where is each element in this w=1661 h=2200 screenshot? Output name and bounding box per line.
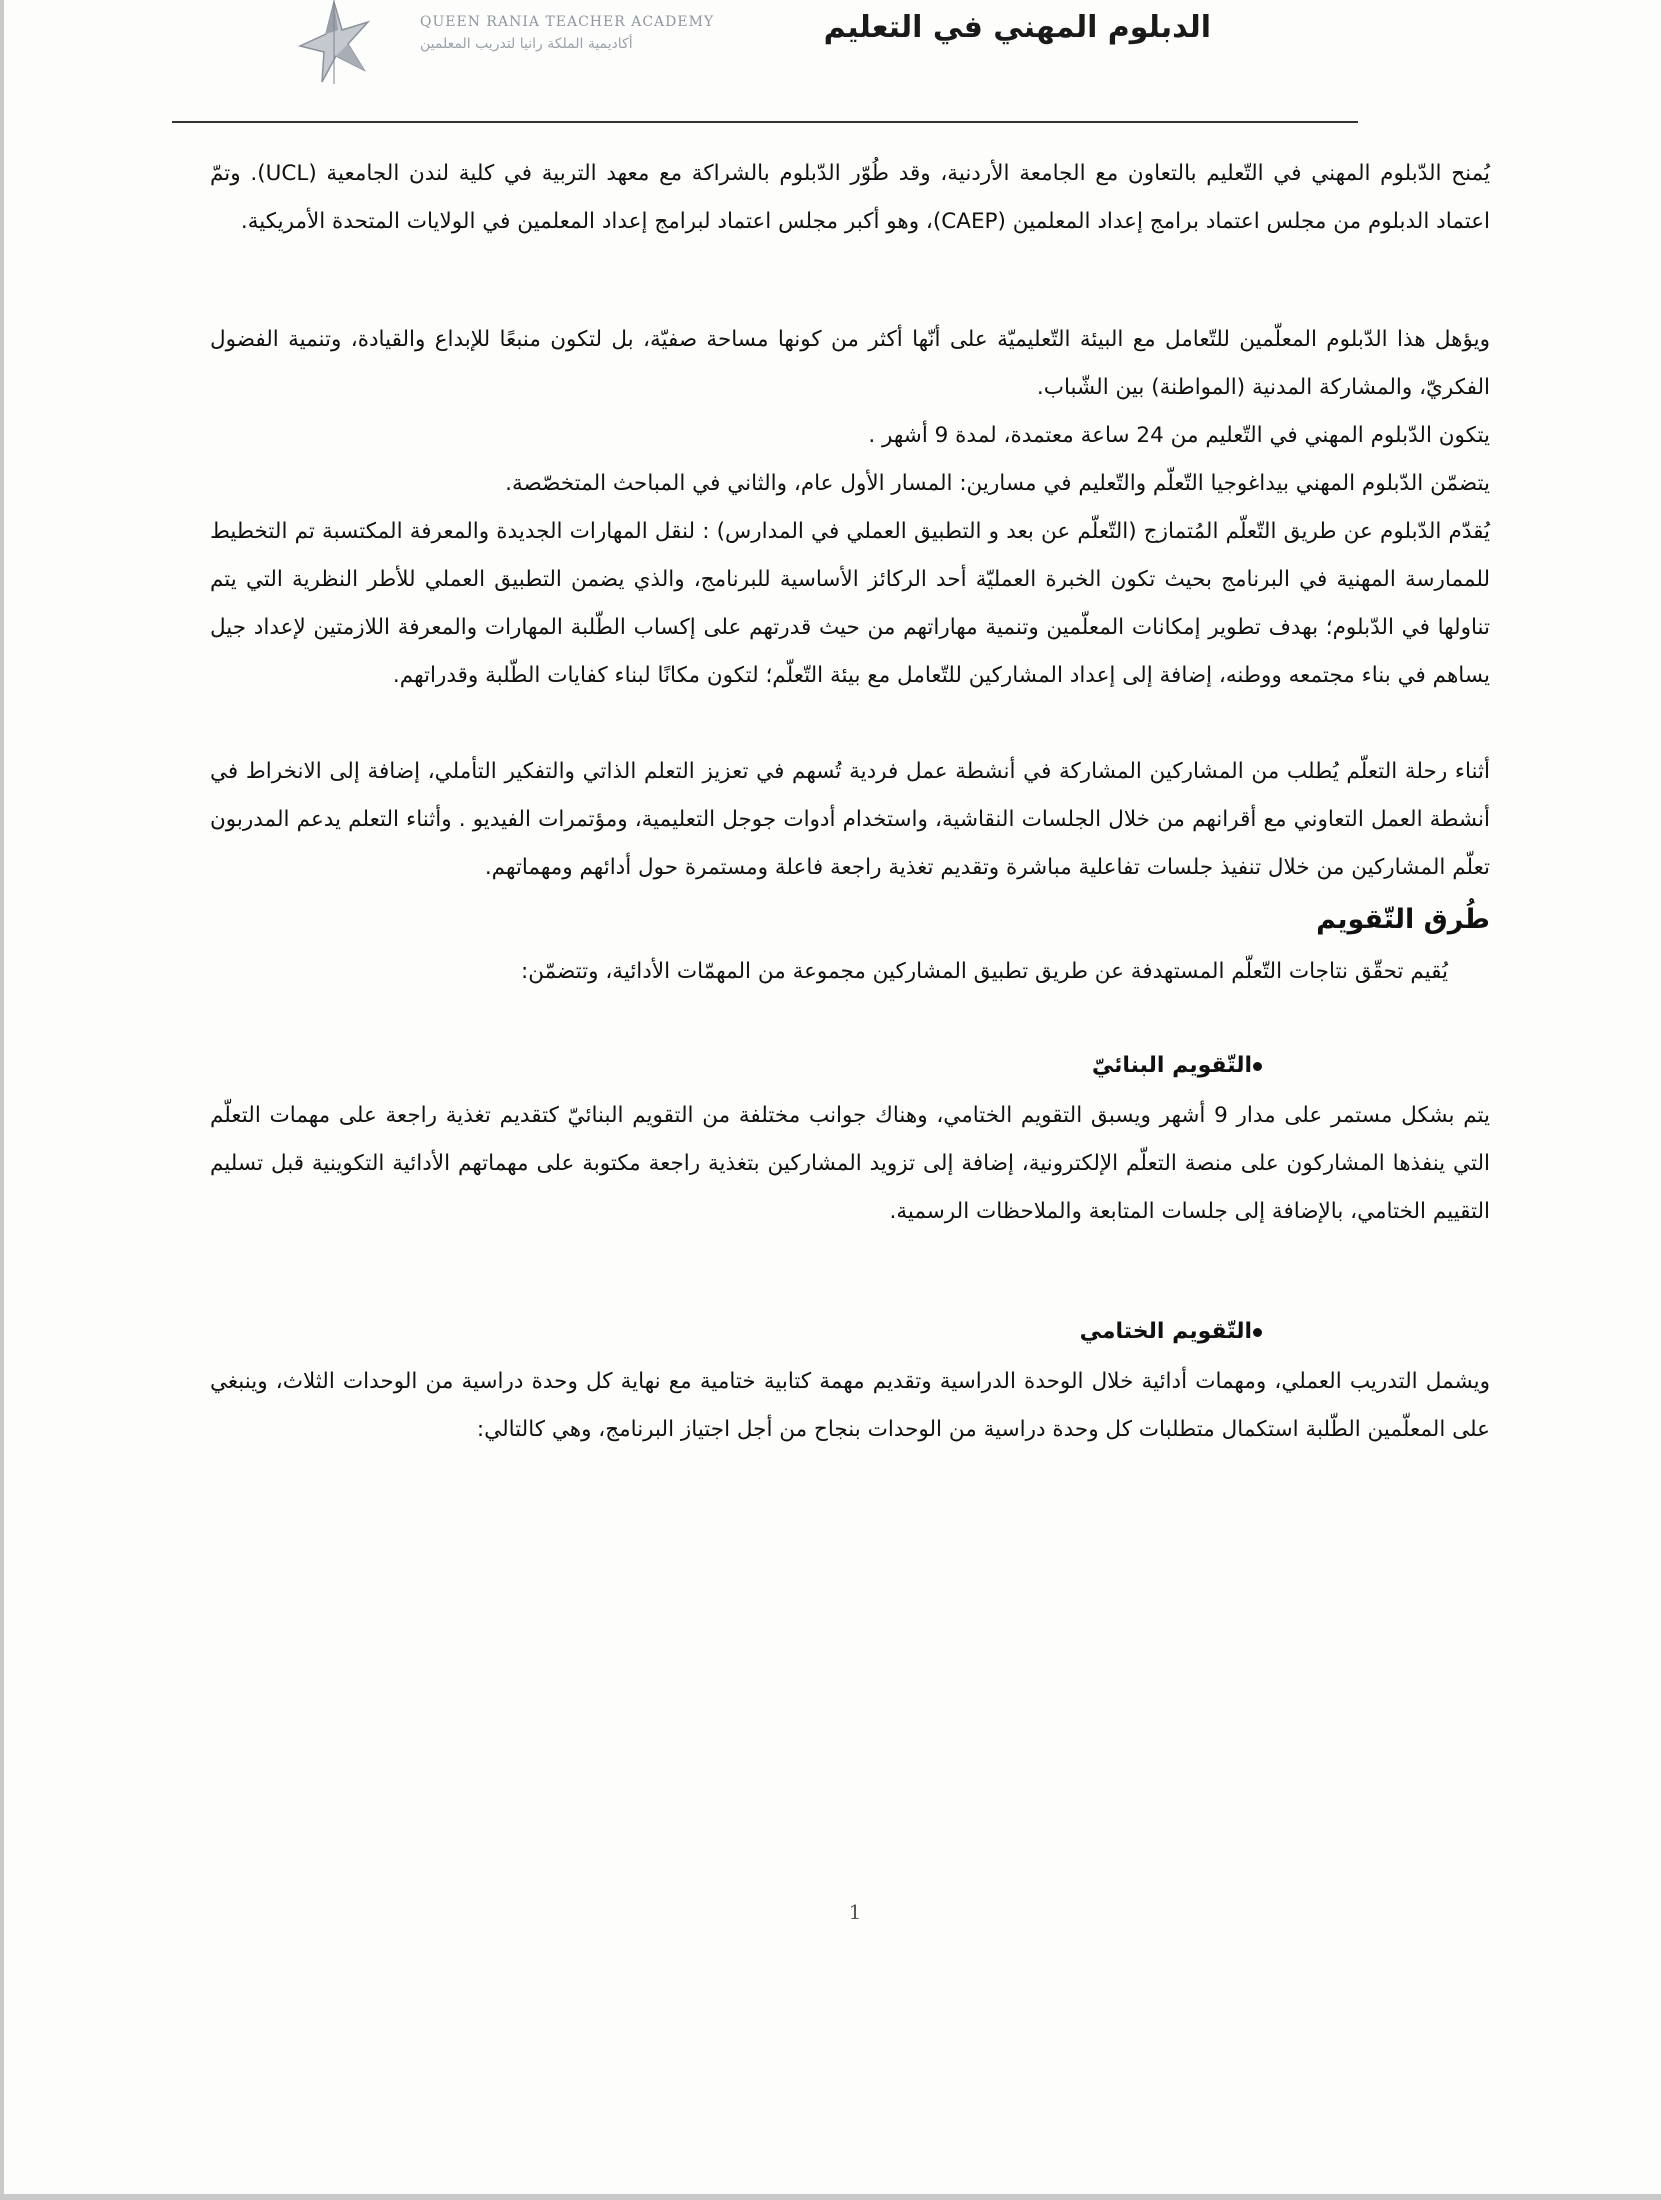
academy-name-english: QUEEN RANIA TEACHER ACADEMY bbox=[420, 14, 715, 30]
section-heading-assessment: طُرق التّقويم bbox=[1316, 904, 1490, 935]
formative-assessment-heading bbox=[210, 1040, 1490, 1092]
page-number: 1 bbox=[848, 1900, 862, 1924]
scan-border bbox=[0, 0, 4, 2200]
paragraph-spacer bbox=[210, 700, 1490, 748]
summative-assessment-heading bbox=[210, 1306, 1490, 1358]
paragraph-learning-journey: أثناء رحلة التعلّم يُطلب من المشاركين المشاركة في أنشطة عمل فردية تُسهم في تعزيز التعلم الذاتي والتفكير التأملي، إضافة إلى الانخراط في أنشطة العمل التعاوني مع أقرانهم من خلال الجلسات النقاشية، واستخدام أدوات جوجل التعليمية، ومؤتمرات الفيديو . وأثناء التعلم يدعم المدربون تعلّم المشاركين من خلال تنفيذ جلسات تفاعلية مباشرة وتقديم تغذية راجعة فاعلة ومستمرة حول أدائهم ومهماتهم. bbox=[210, 759, 1490, 880]
academy-logo-icon bbox=[298, 0, 370, 84]
bullet-icon bbox=[1253, 1062, 1262, 1071]
header-divider bbox=[172, 121, 1358, 123]
page-header bbox=[0, 0, 1661, 130]
document-title: الدبلوم المهني في التعليم bbox=[823, 10, 1211, 45]
formative-assessment-title: التّقويم البنائيّ bbox=[1091, 1053, 1252, 1078]
formative-assessment-text: يتم بشكل مستمر على مدار 9 أشهر ويسبق التقويم الختامي، وهناك جوانب مختلفة من التقويم البنائيّ كتقديم تغذية راجعة على مهمات التعلّم التي ينفذها المشاركون على منصة التعلّم الإلكترونية، إضافة إلى تزويد المشاركين بتغذية راجعة مكتوبة على مهماتهم الأدائية التكوينية قبل تسليم التقييم الختامي، بالإضافة إلى جلسات المتابعة والملاحظات الرسمية. bbox=[210, 1103, 1490, 1224]
paragraph-spacer bbox=[210, 996, 1490, 1040]
summative-assessment-text: ويشمل التدريب العملي، ومهمات أدائية خلال الوحدة الدراسية وتقديم مهمة كتابية ختامية مع نهاية كل وحدة دراسية من الوحدات الثلاث، وينبغي على المعلّمين الطّلبة استكمال متطلبات كل وحدة دراسية من الوحدات بنجاح من أجل اجتياز البرنامج، وهي كالتالي: bbox=[210, 1369, 1490, 1442]
paragraph-blended-learning: يُقدّم الدّبلوم عن طريق التّعلّم المُتمازج (التّعلّم عن بعد و التطبيق العملي في المدارس) : لنقل المهارات الجديدة والمعرفة المكتسبة تم التخطيط للممارسة المهنية في البرنامج بحيث تكون الخبرة العمليّة أحد الركائز الأساسية للبرنامج، والذي يضمن التطبيق العملي للأطر النظرية التي يتم تناولها في الدّبلوم؛ بهدف تطوير إمكانات المعلّمين وتنمية مهاراتهم من حيث قدرتهم على إكساب الطّلبة المهارات والمعرفة اللازمتين لإعداد جيل يساهم في بناء مجتمعه ووطنه، إضافة إلى إعداد المشاركين للتّعامل مع بيئة التّعلّم؛ لتكون مكانًا لبناء كفايات الطّلبة وقدراتهم. bbox=[210, 519, 1490, 688]
summative-assessment-title: التّقويم الختامي bbox=[1079, 1319, 1252, 1344]
paragraph-spacer bbox=[210, 1236, 1490, 1306]
paragraph-qualification: ويؤهل هذا الدّبلوم المعلّمين للتّعامل مع البيئة التّعليميّة على أنّها أكثر من كونها مساحة صفيّة، بل لتكون منبعًا للإبداع والقيادة، وتنمية الفضول الفكريّ، والمشاركة المدنية (المواطنة) بين الشّباب. bbox=[210, 327, 1490, 400]
paragraph-spacer bbox=[210, 246, 1490, 316]
bullet-icon bbox=[1253, 1328, 1262, 1337]
paragraph-tracks: يتضمّن الدّبلوم المهني بيداغوجيا التّعلّم والتّعليم في مسارين: المسار الأول عام، والثاني في المباحث المتخصّصة. bbox=[505, 471, 1490, 496]
paragraph-duration: يتكون الدّبلوم المهني في التّعليم من 24 ساعة معتمدة، لمدة 9 أشهر . bbox=[868, 423, 1490, 448]
assessment-intro: يُقيم تحقّق نتاجات التّعلّم المستهدفة عن طريق تطبيق المشاركين مجموعة من المهمّات الأدائية، وتتضمّن: bbox=[521, 959, 1448, 984]
academy-name-arabic: أكاديمية الملكة رانيا لتدريب المعلمين bbox=[420, 36, 633, 52]
scan-border bbox=[0, 2194, 1661, 2200]
document-body bbox=[210, 150, 1490, 1454]
paragraph-accreditation: يُمنح الدّبلوم المهني في التّعليم بالتعاون مع الجامعة الأردنية، وقد طُوّر الدّبلوم بالشراكة مع معهد التربية في كلية لندن الجامعية (UCL). وتمّ اعتماد الدبلوم من مجلس اعتماد برامج إعداد المعلمين (CAEP)، وهو أكبر مجلس اعتماد لبرامج إعداد المعلمين في الولايات المتحدة الأمريكية. bbox=[210, 161, 1490, 234]
